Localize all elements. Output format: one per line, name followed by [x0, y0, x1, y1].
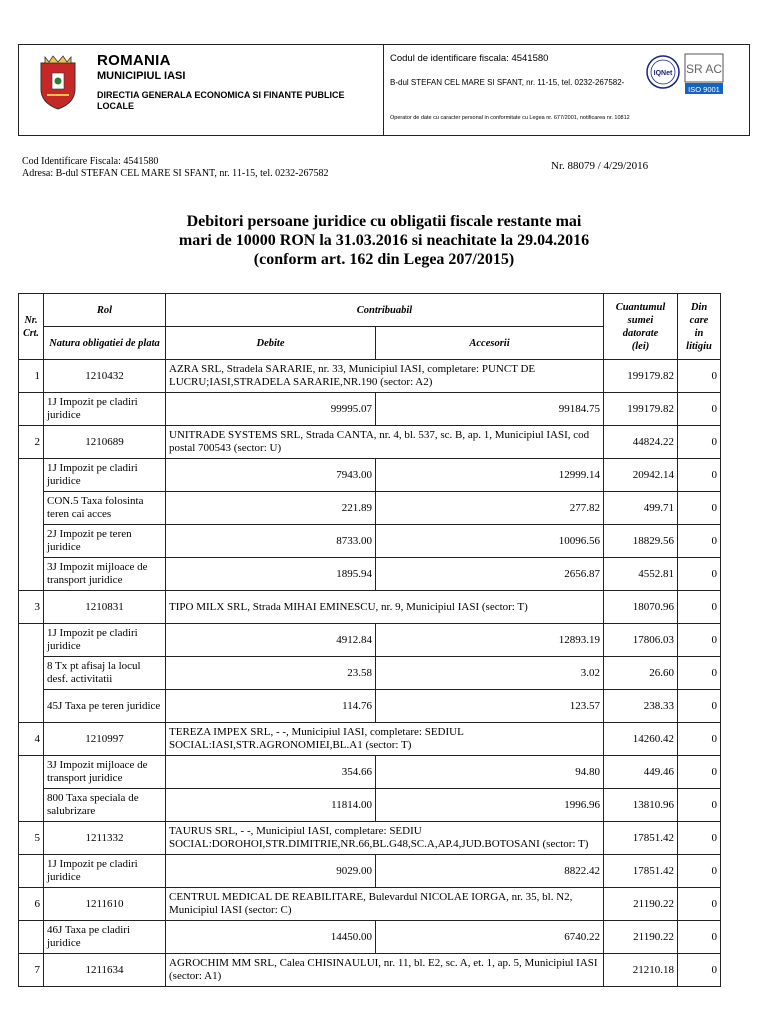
obligation-row	[19, 492, 721, 525]
accesorii-value: 12999.14	[376, 459, 604, 492]
debite-value: 7943.00	[166, 459, 376, 492]
obligation-litigiu: 0	[678, 657, 721, 690]
obligation-total: 499.71	[604, 492, 678, 525]
obligation-type: 2J Impozit pe teren juridice	[44, 525, 166, 558]
header-debite: Debite	[166, 327, 376, 360]
debtor-litigiu: 0	[678, 591, 721, 624]
obligation-litigiu: 0	[678, 789, 721, 822]
taxpayer-name: TIPO MILX SRL, Strada MIHAI EMINESCU, nr. 9, Municipiul IASI (sector: T)	[166, 591, 604, 624]
debite-value: 9029.00	[166, 855, 376, 888]
row-number: 3	[19, 591, 44, 624]
obligation-total: 17851.42	[604, 855, 678, 888]
debtor-total: 14260.42	[604, 723, 678, 756]
debite-value: 221.89	[166, 492, 376, 525]
obligation-total: 238.33	[604, 690, 678, 723]
obligation-litigiu: 0	[678, 690, 721, 723]
debtor-total: 21190.22	[604, 888, 678, 921]
accesorii-value: 123.57	[376, 690, 604, 723]
debtor-row	[19, 360, 721, 393]
accesorii-value: 3.02	[376, 657, 604, 690]
letterhead	[18, 44, 750, 136]
obligation-litigiu: 0	[678, 492, 721, 525]
row-number-spacer	[19, 393, 44, 426]
iasi-coat-of-arms-icon	[35, 53, 81, 111]
debtor-total: 17851.42	[604, 822, 678, 855]
accesorii-value: 277.82	[376, 492, 604, 525]
obligation-total: 20942.14	[604, 459, 678, 492]
debtor-litigiu: 0	[678, 954, 721, 987]
obligation-total: 13810.96	[604, 789, 678, 822]
title-line-1: Debitori persoane juridice cu obligatii fiscale restante mai	[186, 213, 582, 230]
taxpayer-name: TEREZA IMPEX SRL, - -, Municipiul IASI, completare: SEDIUL SOCIAL:IASI,STR.AGRONOMIEI,BL.A1 (sector: T)	[166, 723, 604, 756]
debtor-row	[19, 888, 721, 921]
debtor-total: 18070.96	[604, 591, 678, 624]
obligation-row	[19, 459, 721, 492]
debtors-table-body	[19, 360, 721, 987]
header-cuantum: Cuantumul sumei datorate (lei)	[604, 294, 678, 360]
operator-notice: Operator de date cu caracter personal in conformitate cu Legea nr. 677/2001, notificarea nr. 10812	[390, 115, 630, 121]
debtor-row	[19, 822, 721, 855]
rol-code: 1211332	[44, 822, 166, 855]
accesorii-value: 8822.42	[376, 855, 604, 888]
obligation-total: 18829.56	[604, 525, 678, 558]
row-number: 5	[19, 822, 44, 855]
debite-value: 4912.84	[166, 624, 376, 657]
debite-value: 1895.94	[166, 558, 376, 591]
obligation-total: 21190.22	[604, 921, 678, 954]
header-natura: Natura obligatiei de plata	[44, 327, 166, 360]
document-title	[0, 212, 768, 269]
municipality-name: MUNICIPIUL IASI	[97, 70, 186, 82]
department-name: DIRECTIA GENERALA ECONOMICA SI FINANTE PUBLICE LOCALE	[97, 90, 345, 111]
rol-code: 1211634	[44, 954, 166, 987]
debite-value: 8733.00	[166, 525, 376, 558]
obligation-type: 800 Taxa speciala de salubrizare	[44, 789, 166, 822]
obligation-row	[19, 789, 721, 822]
obligation-litigiu: 0	[678, 756, 721, 789]
document-number: Nr. 88079 / 4/29/2016	[551, 160, 649, 172]
debite-value: 11814.00	[166, 789, 376, 822]
taxpayer-name: CENTRUL MEDICAL DE REABILITARE, Bulevardul NICOLAE IORGA, nr. 35, bl. N2, Municipiul IASI (sector: C)	[166, 888, 604, 921]
accesorii-value: 12893.19	[376, 624, 604, 657]
obligation-litigiu: 0	[678, 525, 721, 558]
accesorii-value: 99184.75	[376, 393, 604, 426]
row-number: 2	[19, 426, 44, 459]
row-number: 1	[19, 360, 44, 393]
debtor-row	[19, 426, 721, 459]
rol-code: 1210997	[44, 723, 166, 756]
sender-info	[22, 156, 328, 180]
obligation-type: 1J Impozit pe cladiri juridice	[44, 855, 166, 888]
header-contribuabil: Contribuabil	[166, 294, 604, 327]
row-number: 7	[19, 954, 44, 987]
accesorii-value: 1996.96	[376, 789, 604, 822]
obligation-row	[19, 921, 721, 954]
obligation-total: 4552.81	[604, 558, 678, 591]
row-number-spacer	[19, 459, 44, 591]
obligation-row	[19, 624, 721, 657]
rol-code: 1210432	[44, 360, 166, 393]
row-number-spacer	[19, 855, 44, 888]
obligation-type: 3J Impozit mijloace de transport juridice	[44, 756, 166, 789]
obligation-total: 199179.82	[604, 393, 678, 426]
taxpayer-name: AGROCHIM MM SRL, Calea CHISINAULUI, nr. 11, bl. E2, sc. A, et. 1, ap. 5, Municipiul IASI (sector: A1)	[166, 954, 604, 987]
debtor-litigiu: 0	[678, 360, 721, 393]
header-litigiu: Din care in litigiu	[678, 294, 721, 360]
obligation-type: 45J Taxa pe teren juridice	[44, 690, 166, 723]
title-line-2: mari de 10000 RON la 31.03.2016 si neachitate la 29.04.2016	[178, 232, 590, 249]
letterhead-address: B-dul STEFAN CEL MARE SI SFANT, nr. 11-15, tel. 0232-267582-	[390, 78, 625, 87]
obligation-type: 8 Tx pt afisaj la locul desf. activitatii	[44, 657, 166, 690]
debtor-total: 21210.18	[604, 954, 678, 987]
obligation-litigiu: 0	[678, 855, 721, 888]
obligation-row	[19, 393, 721, 426]
debite-value: 23.58	[166, 657, 376, 690]
sender-cif: Cod Identificare Fiscala: 4541580	[22, 156, 159, 167]
debtor-litigiu: 0	[678, 723, 721, 756]
srac-iso-icon	[684, 53, 724, 95]
taxpayer-name: AZRA SRL, Stradela SARARIE, nr. 33, Municipiul IASI, completare: PUNCT DE LUCRU;IASI,STRADELA SARARIE,NR.190 (sector: A2)	[166, 360, 604, 393]
row-number-spacer	[19, 756, 44, 822]
srac-label: SR AC	[685, 62, 723, 76]
debite-value: 354.66	[166, 756, 376, 789]
header-nr-crt: Nr. Crt.	[19, 294, 44, 360]
sender-address: Adresa: B-dul STEFAN CEL MARE SI SFANT, nr. 11-15, tel. 0232-267582	[22, 168, 329, 179]
accesorii-value: 6740.22	[376, 921, 604, 954]
obligation-total: 17806.03	[604, 624, 678, 657]
title-line-3: (conform art. 162 din Legea 207/2015)	[253, 251, 515, 268]
taxpayer-name: UNITRADE SYSTEMS SRL, Strada CANTA, nr. 4, bl. 537, sc. B, ap. 1, Municipiul IASI, cod postal 700543 (sector: U)	[166, 426, 604, 459]
obligation-total: 26.60	[604, 657, 678, 690]
iqnet-label: IQNet	[653, 70, 673, 77]
accesorii-value: 10096.56	[376, 525, 604, 558]
taxpayer-name: TAURUS SRL, - -, Municipiul IASI, completare: SEDIU SOCIAL:DOROHOI,STR.DIMITRIE,NR.66,BL.G48,SC.A,AP.4,JUD.BOTOSANI (sector: T)	[166, 822, 604, 855]
country-name: ROMANIA	[97, 52, 171, 69]
obligation-litigiu: 0	[678, 459, 721, 492]
obligation-row	[19, 690, 721, 723]
debite-value: 99995.07	[166, 393, 376, 426]
header-rol: Rol	[44, 294, 166, 327]
accesorii-value: 2656.87	[376, 558, 604, 591]
obligation-type: 1J Impozit pe cladiri juridice	[44, 624, 166, 657]
rol-code: 1210831	[44, 591, 166, 624]
obligation-row	[19, 657, 721, 690]
rol-code: 1210689	[44, 426, 166, 459]
debtor-total: 44824.22	[604, 426, 678, 459]
obligation-litigiu: 0	[678, 393, 721, 426]
accesorii-value: 94.80	[376, 756, 604, 789]
debtors-table	[18, 293, 721, 987]
obligation-row	[19, 525, 721, 558]
debtor-litigiu: 0	[678, 888, 721, 921]
obligation-litigiu: 0	[678, 624, 721, 657]
letterhead-left	[19, 45, 377, 135]
debtor-row	[19, 954, 721, 987]
obligation-row	[19, 558, 721, 591]
debtor-litigiu: 0	[678, 822, 721, 855]
row-number-spacer	[19, 624, 44, 723]
letterhead-right	[383, 45, 750, 135]
debtor-row	[19, 591, 721, 624]
obligation-row	[19, 855, 721, 888]
obligation-type: 3J Impozit mijloace de transport juridice	[44, 558, 166, 591]
obligation-type: 1J Impozit pe cladiri juridice	[44, 459, 166, 492]
debtor-total: 199179.82	[604, 360, 678, 393]
letterhead-cif: Codul de identificare fiscala: 4541580	[390, 53, 549, 64]
iso-label: ISO 9001	[688, 85, 720, 94]
debite-value: 14450.00	[166, 921, 376, 954]
iqnet-certification-icon	[646, 55, 680, 89]
debite-value: 114.76	[166, 690, 376, 723]
row-number-spacer	[19, 921, 44, 954]
obligation-litigiu: 0	[678, 558, 721, 591]
row-number: 4	[19, 723, 44, 756]
debtor-litigiu: 0	[678, 426, 721, 459]
obligation-type: 1J Impozit pe cladiri juridice	[44, 393, 166, 426]
obligation-type: CON.5 Taxa folosinta teren cai acces	[44, 492, 166, 525]
debtor-row	[19, 723, 721, 756]
rol-code: 1211610	[44, 888, 166, 921]
header-accesorii: Accesorii	[376, 327, 604, 360]
obligation-total: 449.46	[604, 756, 678, 789]
obligation-litigiu: 0	[678, 921, 721, 954]
obligation-type: 46J Taxa pe cladiri juridice	[44, 921, 166, 954]
row-number: 6	[19, 888, 44, 921]
obligation-row	[19, 756, 721, 789]
